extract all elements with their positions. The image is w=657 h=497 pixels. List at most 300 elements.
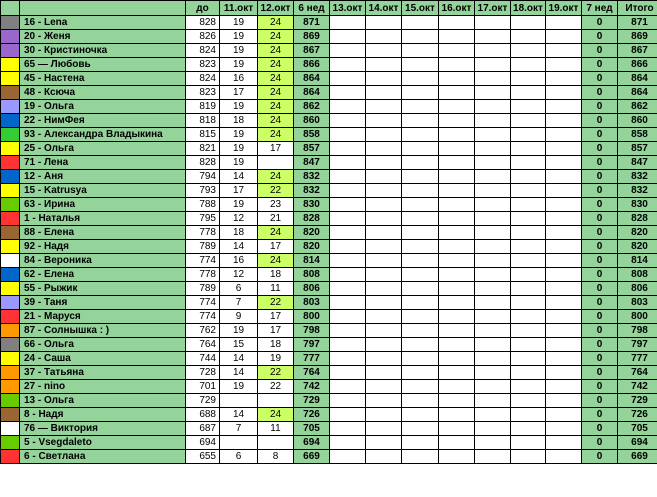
participant-name[interactable]: 93 - Александра Владыкина <box>20 128 186 142</box>
score-d19[interactable] <box>546 240 582 254</box>
score-before[interactable]: 823 <box>186 86 220 100</box>
participant-name[interactable]: 87 - Солнышка : ) <box>20 324 186 338</box>
score-d19[interactable] <box>546 450 582 464</box>
score-d15[interactable] <box>402 212 439 226</box>
grand-total[interactable]: 806 <box>618 282 657 296</box>
score-d18[interactable] <box>511 352 546 366</box>
score-d13[interactable] <box>330 184 366 198</box>
score-d14[interactable] <box>366 114 402 128</box>
participant-name[interactable]: 24 - Саша <box>20 352 186 366</box>
score-d11[interactable]: 19 <box>220 30 258 44</box>
participant-name[interactable]: 92 - Надя <box>20 240 186 254</box>
score-before[interactable]: 819 <box>186 100 220 114</box>
grand-total[interactable]: 858 <box>618 128 657 142</box>
color-swatch[interactable] <box>1 156 20 170</box>
score-d14[interactable] <box>366 324 402 338</box>
participant-name[interactable]: 62 - Елена <box>20 268 186 282</box>
grand-total[interactable]: 705 <box>618 422 657 436</box>
score-d13[interactable] <box>330 422 366 436</box>
score-d15[interactable] <box>402 296 439 310</box>
header-total[interactable]: Итого <box>618 1 657 16</box>
score-d18[interactable] <box>511 114 546 128</box>
score-d13[interactable] <box>330 142 366 156</box>
week7-total[interactable]: 0 <box>582 184 618 198</box>
score-d14[interactable] <box>366 338 402 352</box>
header-d13[interactable]: 13.окт <box>330 1 366 16</box>
score-d17[interactable] <box>475 394 511 408</box>
score-d12[interactable]: 24 <box>258 226 294 240</box>
score-d18[interactable] <box>511 324 546 338</box>
score-before[interactable]: 815 <box>186 128 220 142</box>
score-d18[interactable] <box>511 296 546 310</box>
grand-total[interactable]: 800 <box>618 310 657 324</box>
score-d14[interactable] <box>366 226 402 240</box>
participant-name[interactable]: 66 - Ольга <box>20 338 186 352</box>
score-d13[interactable] <box>330 310 366 324</box>
score-d19[interactable] <box>546 58 582 72</box>
score-d13[interactable] <box>330 408 366 422</box>
week6-total[interactable]: 860 <box>294 114 330 128</box>
week6-total[interactable]: 814 <box>294 254 330 268</box>
grand-total[interactable]: 814 <box>618 254 657 268</box>
score-d19[interactable] <box>546 170 582 184</box>
score-d14[interactable] <box>366 30 402 44</box>
score-d15[interactable] <box>402 338 439 352</box>
score-d15[interactable] <box>402 380 439 394</box>
participant-name[interactable]: 65 — Любовь <box>20 58 186 72</box>
color-swatch[interactable] <box>1 100 20 114</box>
grand-total[interactable]: 862 <box>618 100 657 114</box>
header-d16[interactable]: 16.окт <box>439 1 475 16</box>
score-d13[interactable] <box>330 198 366 212</box>
header-d15[interactable]: 15.окт <box>402 1 439 16</box>
week7-total[interactable]: 0 <box>582 380 618 394</box>
score-d19[interactable] <box>546 212 582 226</box>
score-d16[interactable] <box>439 296 475 310</box>
score-d16[interactable] <box>439 44 475 58</box>
score-d11[interactable]: 14 <box>220 366 258 380</box>
score-before[interactable]: 793 <box>186 184 220 198</box>
score-before[interactable]: 694 <box>186 436 220 450</box>
score-d13[interactable] <box>330 170 366 184</box>
score-d11[interactable]: 19 <box>220 16 258 30</box>
week6-total[interactable]: 820 <box>294 226 330 240</box>
week7-total[interactable]: 0 <box>582 338 618 352</box>
score-d16[interactable] <box>439 422 475 436</box>
participant-name[interactable]: 76 — Виктория <box>20 422 186 436</box>
score-d16[interactable] <box>439 380 475 394</box>
header-d19[interactable]: 19.окт <box>546 1 582 16</box>
color-swatch[interactable] <box>1 282 20 296</box>
score-d18[interactable] <box>511 100 546 114</box>
score-d11[interactable]: 6 <box>220 282 258 296</box>
score-d14[interactable] <box>366 198 402 212</box>
score-d17[interactable] <box>475 170 511 184</box>
week7-total[interactable]: 0 <box>582 16 618 30</box>
score-d14[interactable] <box>366 450 402 464</box>
score-d14[interactable] <box>366 128 402 142</box>
score-d19[interactable] <box>546 408 582 422</box>
week6-total[interactable]: 669 <box>294 450 330 464</box>
score-d12[interactable]: 24 <box>258 128 294 142</box>
score-d17[interactable] <box>475 310 511 324</box>
score-before[interactable]: 774 <box>186 310 220 324</box>
score-d19[interactable] <box>546 128 582 142</box>
week6-total[interactable]: 869 <box>294 30 330 44</box>
week6-total[interactable]: 705 <box>294 422 330 436</box>
week7-total[interactable]: 0 <box>582 240 618 254</box>
score-d15[interactable] <box>402 226 439 240</box>
score-d14[interactable] <box>366 184 402 198</box>
week7-total[interactable]: 0 <box>582 114 618 128</box>
score-d16[interactable] <box>439 142 475 156</box>
score-d16[interactable] <box>439 212 475 226</box>
score-d17[interactable] <box>475 408 511 422</box>
score-d14[interactable] <box>366 16 402 30</box>
score-d19[interactable] <box>546 366 582 380</box>
score-d14[interactable] <box>366 282 402 296</box>
week6-total[interactable]: 828 <box>294 212 330 226</box>
score-d15[interactable] <box>402 100 439 114</box>
participant-name[interactable]: 39 - Таня <box>20 296 186 310</box>
score-d11[interactable]: 12 <box>220 268 258 282</box>
score-d18[interactable] <box>511 16 546 30</box>
grand-total[interactable]: 798 <box>618 324 657 338</box>
grand-total[interactable]: 726 <box>618 408 657 422</box>
color-swatch[interactable] <box>1 16 20 30</box>
score-d14[interactable] <box>366 156 402 170</box>
score-d11[interactable]: 9 <box>220 310 258 324</box>
color-swatch[interactable] <box>1 86 20 100</box>
score-d17[interactable] <box>475 72 511 86</box>
score-d18[interactable] <box>511 254 546 268</box>
week6-total[interactable]: 864 <box>294 72 330 86</box>
score-d14[interactable] <box>366 394 402 408</box>
week6-total[interactable]: 800 <box>294 310 330 324</box>
score-d19[interactable] <box>546 282 582 296</box>
score-before[interactable]: 774 <box>186 254 220 268</box>
score-d14[interactable] <box>366 268 402 282</box>
participant-name[interactable]: 63 - Ирина <box>20 198 186 212</box>
grand-total[interactable]: 832 <box>618 184 657 198</box>
score-d11[interactable]: 19 <box>220 324 258 338</box>
score-d15[interactable] <box>402 352 439 366</box>
score-before[interactable]: 778 <box>186 268 220 282</box>
color-swatch[interactable] <box>1 324 20 338</box>
grand-total[interactable]: 860 <box>618 114 657 128</box>
score-d19[interactable] <box>546 380 582 394</box>
score-before[interactable]: 744 <box>186 352 220 366</box>
participant-name[interactable]: 19 - Ольга <box>20 100 186 114</box>
score-d13[interactable] <box>330 30 366 44</box>
score-d16[interactable] <box>439 100 475 114</box>
score-d15[interactable] <box>402 114 439 128</box>
score-before[interactable]: 828 <box>186 16 220 30</box>
color-swatch[interactable] <box>1 142 20 156</box>
week6-total[interactable]: 864 <box>294 86 330 100</box>
week6-total[interactable]: 742 <box>294 380 330 394</box>
color-swatch[interactable] <box>1 58 20 72</box>
grand-total[interactable]: 864 <box>618 72 657 86</box>
participant-name[interactable]: 16 - Lena <box>20 16 186 30</box>
header-do[interactable]: до <box>186 1 220 16</box>
score-before[interactable]: 828 <box>186 156 220 170</box>
score-d19[interactable] <box>546 324 582 338</box>
score-d16[interactable] <box>439 352 475 366</box>
score-d17[interactable] <box>475 240 511 254</box>
color-swatch[interactable] <box>1 352 20 366</box>
week6-total[interactable]: 830 <box>294 198 330 212</box>
score-d13[interactable] <box>330 380 366 394</box>
score-d12[interactable]: 19 <box>258 352 294 366</box>
score-d12[interactable] <box>258 156 294 170</box>
score-d11[interactable]: 14 <box>220 408 258 422</box>
grand-total[interactable]: 866 <box>618 58 657 72</box>
score-d12[interactable] <box>258 436 294 450</box>
score-d19[interactable] <box>546 16 582 30</box>
participant-name[interactable]: 15 - Katrusya <box>20 184 186 198</box>
score-d12[interactable]: 24 <box>258 16 294 30</box>
score-d17[interactable] <box>475 366 511 380</box>
score-before[interactable]: 824 <box>186 44 220 58</box>
score-d16[interactable] <box>439 114 475 128</box>
week6-total[interactable]: 832 <box>294 184 330 198</box>
grand-total[interactable]: 830 <box>618 198 657 212</box>
score-d14[interactable] <box>366 100 402 114</box>
score-d14[interactable] <box>366 380 402 394</box>
score-d19[interactable] <box>546 310 582 324</box>
score-d12[interactable]: 17 <box>258 310 294 324</box>
score-d13[interactable] <box>330 58 366 72</box>
color-swatch[interactable] <box>1 408 20 422</box>
week7-total[interactable]: 0 <box>582 198 618 212</box>
score-d18[interactable] <box>511 30 546 44</box>
score-d12[interactable]: 21 <box>258 212 294 226</box>
header-d14[interactable]: 14.окт <box>366 1 402 16</box>
grand-total[interactable]: 828 <box>618 212 657 226</box>
color-swatch[interactable] <box>1 450 20 464</box>
participant-name[interactable]: 5 - Vsegdaleto <box>20 436 186 450</box>
score-d16[interactable] <box>439 450 475 464</box>
participant-name[interactable]: 21 - Маруся <box>20 310 186 324</box>
score-d15[interactable] <box>402 324 439 338</box>
week6-total[interactable]: 862 <box>294 100 330 114</box>
score-d11[interactable]: 19 <box>220 156 258 170</box>
score-d19[interactable] <box>546 394 582 408</box>
score-d19[interactable] <box>546 296 582 310</box>
score-d15[interactable] <box>402 408 439 422</box>
score-d16[interactable] <box>439 156 475 170</box>
score-d12[interactable]: 24 <box>258 44 294 58</box>
score-d11[interactable]: 6 <box>220 450 258 464</box>
score-d11[interactable]: 15 <box>220 338 258 352</box>
score-d14[interactable] <box>366 142 402 156</box>
score-d17[interactable] <box>475 282 511 296</box>
score-d15[interactable] <box>402 310 439 324</box>
week7-total[interactable]: 0 <box>582 170 618 184</box>
score-d16[interactable] <box>439 240 475 254</box>
week6-total[interactable]: 764 <box>294 366 330 380</box>
score-d16[interactable] <box>439 184 475 198</box>
color-swatch[interactable] <box>1 422 20 436</box>
score-d16[interactable] <box>439 408 475 422</box>
score-d17[interactable] <box>475 380 511 394</box>
score-d18[interactable] <box>511 86 546 100</box>
score-d11[interactable]: 19 <box>220 128 258 142</box>
score-d12[interactable]: 18 <box>258 338 294 352</box>
score-d16[interactable] <box>439 226 475 240</box>
score-d19[interactable] <box>546 44 582 58</box>
score-d17[interactable] <box>475 156 511 170</box>
score-d13[interactable] <box>330 44 366 58</box>
score-d12[interactable]: 24 <box>258 72 294 86</box>
score-d18[interactable] <box>511 268 546 282</box>
score-d18[interactable] <box>511 408 546 422</box>
week7-total[interactable]: 0 <box>582 366 618 380</box>
score-d15[interactable] <box>402 184 439 198</box>
score-d15[interactable] <box>402 30 439 44</box>
week7-total[interactable]: 0 <box>582 128 618 142</box>
grand-total[interactable]: 869 <box>618 30 657 44</box>
week7-total[interactable]: 0 <box>582 226 618 240</box>
score-d12[interactable]: 24 <box>258 254 294 268</box>
score-d11[interactable]: 18 <box>220 226 258 240</box>
score-before[interactable]: 729 <box>186 394 220 408</box>
participant-name[interactable]: 22 - НимФея <box>20 114 186 128</box>
grand-total[interactable]: 864 <box>618 86 657 100</box>
score-d11[interactable]: 19 <box>220 380 258 394</box>
score-before[interactable]: 826 <box>186 30 220 44</box>
score-d16[interactable] <box>439 16 475 30</box>
week6-total[interactable]: 694 <box>294 436 330 450</box>
score-d11[interactable]: 16 <box>220 254 258 268</box>
score-d15[interactable] <box>402 72 439 86</box>
score-d13[interactable] <box>330 254 366 268</box>
score-d12[interactable]: 11 <box>258 282 294 296</box>
score-d11[interactable]: 14 <box>220 240 258 254</box>
week7-total[interactable]: 0 <box>582 156 618 170</box>
score-d14[interactable] <box>366 212 402 226</box>
score-d13[interactable] <box>330 156 366 170</box>
grand-total[interactable]: 847 <box>618 156 657 170</box>
grand-total[interactable]: 820 <box>618 240 657 254</box>
score-d15[interactable] <box>402 268 439 282</box>
score-d11[interactable]: 7 <box>220 296 258 310</box>
participant-name[interactable]: 55 - Рыжик <box>20 282 186 296</box>
score-d17[interactable] <box>475 436 511 450</box>
week7-total[interactable]: 0 <box>582 408 618 422</box>
score-d11[interactable]: 18 <box>220 114 258 128</box>
score-d13[interactable] <box>330 86 366 100</box>
score-d14[interactable] <box>366 254 402 268</box>
week7-total[interactable]: 0 <box>582 86 618 100</box>
score-d19[interactable] <box>546 142 582 156</box>
score-d13[interactable] <box>330 100 366 114</box>
participant-name[interactable]: 88 - Елена <box>20 226 186 240</box>
score-d19[interactable] <box>546 156 582 170</box>
score-d17[interactable] <box>475 254 511 268</box>
score-d11[interactable]: 19 <box>220 198 258 212</box>
score-d12[interactable]: 18 <box>258 268 294 282</box>
participant-name[interactable]: 8 - Надя <box>20 408 186 422</box>
week7-total[interactable]: 0 <box>582 100 618 114</box>
score-d17[interactable] <box>475 86 511 100</box>
grand-total[interactable]: 808 <box>618 268 657 282</box>
score-d12[interactable]: 24 <box>258 114 294 128</box>
score-before[interactable]: 789 <box>186 282 220 296</box>
color-swatch[interactable] <box>1 212 20 226</box>
score-d16[interactable] <box>439 394 475 408</box>
color-swatch[interactable] <box>1 436 20 450</box>
score-d12[interactable]: 24 <box>258 170 294 184</box>
score-d17[interactable] <box>475 30 511 44</box>
score-d18[interactable] <box>511 282 546 296</box>
header-w7[interactable]: 7 нед <box>582 1 618 16</box>
color-swatch[interactable] <box>1 380 20 394</box>
score-d16[interactable] <box>439 268 475 282</box>
score-d11[interactable] <box>220 436 258 450</box>
week7-total[interactable]: 0 <box>582 310 618 324</box>
week6-total[interactable]: 729 <box>294 394 330 408</box>
score-before[interactable]: 774 <box>186 296 220 310</box>
score-d18[interactable] <box>511 394 546 408</box>
grand-total[interactable]: 729 <box>618 394 657 408</box>
week6-total[interactable]: 866 <box>294 58 330 72</box>
score-d15[interactable] <box>402 128 439 142</box>
score-before[interactable]: 687 <box>186 422 220 436</box>
week6-total[interactable]: 798 <box>294 324 330 338</box>
score-before[interactable]: 762 <box>186 324 220 338</box>
color-swatch[interactable] <box>1 296 20 310</box>
score-d15[interactable] <box>402 16 439 30</box>
score-d16[interactable] <box>439 58 475 72</box>
color-swatch[interactable] <box>1 170 20 184</box>
score-d12[interactable]: 17 <box>258 142 294 156</box>
score-d18[interactable] <box>511 170 546 184</box>
score-d14[interactable] <box>366 72 402 86</box>
score-d19[interactable] <box>546 226 582 240</box>
color-swatch[interactable] <box>1 114 20 128</box>
score-d17[interactable] <box>475 44 511 58</box>
score-d13[interactable] <box>330 72 366 86</box>
week6-total[interactable]: 867 <box>294 44 330 58</box>
score-d12[interactable] <box>258 394 294 408</box>
score-d12[interactable]: 24 <box>258 58 294 72</box>
score-d19[interactable] <box>546 72 582 86</box>
grand-total[interactable]: 797 <box>618 338 657 352</box>
week6-total[interactable]: 871 <box>294 16 330 30</box>
score-d18[interactable] <box>511 226 546 240</box>
grand-total[interactable]: 820 <box>618 226 657 240</box>
grand-total[interactable]: 867 <box>618 44 657 58</box>
score-d18[interactable] <box>511 212 546 226</box>
score-d13[interactable] <box>330 366 366 380</box>
score-d18[interactable] <box>511 72 546 86</box>
score-d13[interactable] <box>330 226 366 240</box>
week7-total[interactable]: 0 <box>582 324 618 338</box>
score-d16[interactable] <box>439 30 475 44</box>
grand-total[interactable]: 764 <box>618 366 657 380</box>
score-before[interactable]: 778 <box>186 226 220 240</box>
score-d15[interactable] <box>402 422 439 436</box>
score-d18[interactable] <box>511 156 546 170</box>
week7-total[interactable]: 0 <box>582 212 618 226</box>
participant-name[interactable]: 1 - Наталья <box>20 212 186 226</box>
score-d17[interactable] <box>475 128 511 142</box>
score-d18[interactable] <box>511 128 546 142</box>
grand-total[interactable]: 669 <box>618 450 657 464</box>
score-d12[interactable]: 24 <box>258 408 294 422</box>
